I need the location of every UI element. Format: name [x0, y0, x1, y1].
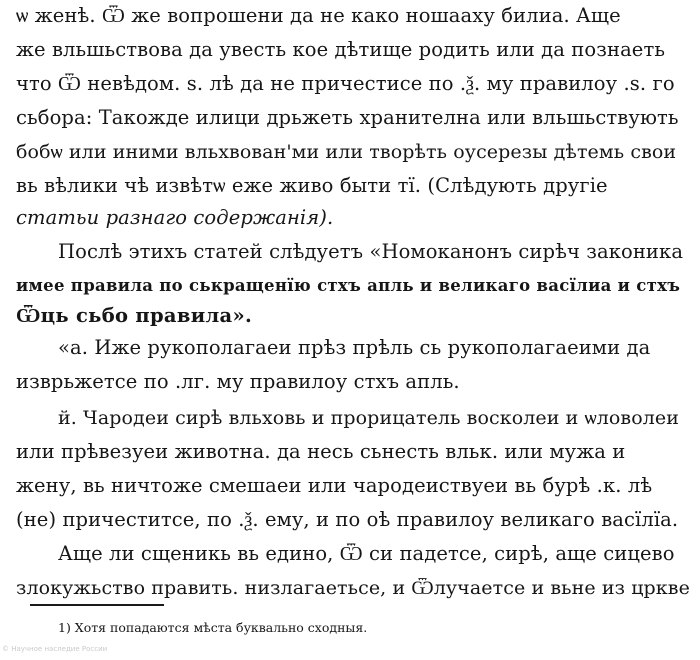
- text-line: сьбора: Такожде илици дрьжеть хранителна или вльшьствують: [16, 106, 679, 129]
- text-line: что Ѿ невѣдом. ѕ. лѣ да не причестисе по .ѯ. му правилоу .ѕ. го: [16, 72, 675, 95]
- text-line-paragraph-start: Послѣ этихъ статей слѣдуетъ «Номоканонъ сирѣч законика: [58, 240, 684, 263]
- text-line: жену, вь ничтоже смешаеи или чародеиствуеи вь бурѣ .к. лѣ: [16, 474, 653, 497]
- text-line-paragraph-start: Аще ли сщеникь вь едино, Ѿ си падетсе, сирѣ, аще сицево: [58, 542, 675, 565]
- text-line-church-slavonic: Ѿць сьбо правила».: [16, 304, 253, 327]
- text-line-church-slavonic: имее правила по ськращенїю стхъ апль и великаго васїлиа и стхъ: [16, 276, 681, 295]
- footnote: 1) Хотя попадаются мѣста буквально сходныя.: [58, 620, 368, 635]
- text-line: же вльшьствова да увесть кое дѣтище родить или да познаеть: [16, 38, 666, 61]
- text-line: изврьжетсе по .лг. му правилоу стхъ апль.: [16, 370, 460, 393]
- text-line: (не) причеститсе, по .ѯ. ему, и по оѣ правилоу великаго васїлїа.: [16, 508, 679, 531]
- text-line-italic: статьи разнаго содержанiя).: [16, 206, 334, 229]
- footnote-divider: [30, 604, 164, 606]
- text-line-paragraph-start: «а. Иже рукополагаеи прѣз прѣль сь рукополагаеими да: [58, 336, 651, 359]
- text-line: бобѡ или иними вльхвован'ми или творѣть оусерезы дѣтемь свои: [16, 141, 677, 163]
- text-line-paragraph-start: й. Чародеи сирѣ вльховь и прорицатель восколеи и ѡловолеи: [58, 407, 680, 429]
- text-line: злокужьство править. низлагаетьсе, и Ѿлучаетсе и вьне из цркве: [16, 577, 690, 599]
- text-line: ѡ женѣ. Ѿ же вопрошени да не како ношааху билиа. Аще: [16, 4, 621, 27]
- text-line: или прѣвезуеи животна. да несь сьнесть вльк. или мужа и: [16, 440, 626, 463]
- watermark: © Научное наследие России: [2, 645, 108, 653]
- text-line: вь вѣлики чѣ извѣтѡ еже живо быти тї. (Слѣдують другiе: [16, 174, 608, 197]
